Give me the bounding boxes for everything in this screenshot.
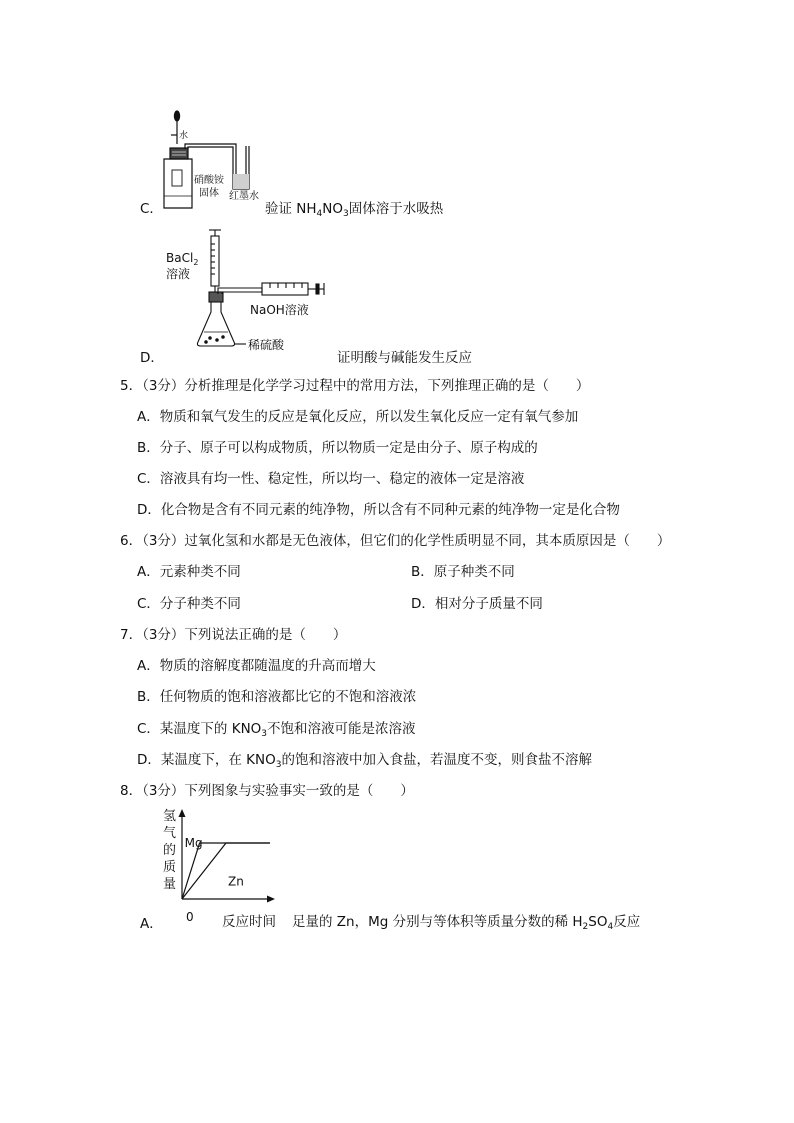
option-c-apparatus-figure bbox=[158, 108, 270, 212]
x-axis-label: 反应时间 bbox=[222, 914, 276, 930]
question-5-option-c: C．溶液具有均一性、稳定性，所以均一、稳定的液体一定是溶液 bbox=[137, 471, 525, 487]
question-6-option-a: A．元素种类不同 bbox=[137, 564, 241, 580]
syringe-horizontal-icon bbox=[218, 283, 324, 295]
question-5-stem: 5．（3分）分析推理是化学学习过程中的常用方法，下列推理正确的是（ ） bbox=[120, 378, 590, 394]
bacl2-label-line2: 溶液 bbox=[166, 267, 191, 281]
question-6-stem: 6．（3分）过氧化氢和水都是无色液体，但它们的化学性质明显不同，其本质原因是（ ） bbox=[120, 533, 671, 549]
option-d-apparatus-figure bbox=[160, 228, 338, 356]
question-7-option-c: C．某温度下的 $KNO_3$不饱和溶液可能是浓溶液 bbox=[137, 721, 416, 739]
red-ink-label: 红墨水 bbox=[229, 191, 259, 202]
series-line-mg bbox=[182, 843, 270, 899]
series-line-zn bbox=[182, 843, 270, 899]
y-axis-label-char: 量 bbox=[163, 877, 177, 892]
y-axis-arrow bbox=[179, 809, 186, 817]
origin-label: 0 bbox=[186, 910, 194, 924]
question-5-option-a: A．物质和氧气发生的反应是氧化反应，所以发生氧化反应一定有氧气参加 bbox=[137, 409, 579, 425]
option-c-caption: 验证 $NH_4NO_3$固体溶于水吸热 bbox=[265, 201, 444, 219]
salt-label-line2: 固体 bbox=[199, 188, 219, 199]
y-axis-label-char: 质 bbox=[163, 860, 177, 875]
y-axis-label-char: 的 bbox=[163, 843, 177, 858]
option-d-letter: D． bbox=[140, 350, 164, 366]
question-6-option-b: B．原子种类不同 bbox=[411, 564, 515, 580]
question-6-option-d: D．相对分子质量不同 bbox=[411, 596, 543, 612]
option-d-caption: 证明酸与碱能发生反应 bbox=[337, 350, 472, 366]
question-8-option-a-caption: 足量的 Zn，Mg 分别与等体积等质量分数的稀 $H_2SO_4$反应 bbox=[292, 914, 641, 932]
y-axis-label bbox=[163, 809, 176, 892]
naoh-label: NaOH溶液 bbox=[250, 303, 309, 317]
question-6-option-c: C．分子种类不同 bbox=[137, 596, 241, 612]
option-c-letter: C． bbox=[140, 201, 163, 217]
question-5-option-b: B．分子、原子可以构成物质，所以物质一定是由分子、原子构成的 bbox=[137, 440, 538, 456]
syringe-vertical-icon bbox=[209, 230, 221, 292]
conical-flask-icon bbox=[197, 292, 246, 346]
question-8-stem: 8．（3分）下列图象与实验事实一致的是（ ） bbox=[120, 783, 414, 799]
bottle-icon bbox=[164, 148, 192, 208]
question-7-option-d: D．某温度下，在 $KNO_3$的饱和溶液中加入食盐，若温度不变，则食盐不溶解 bbox=[137, 752, 592, 770]
y-axis-label-char: 氢 bbox=[163, 809, 177, 824]
series-label-mg: Mg bbox=[184, 836, 203, 850]
question-7-option-b: B．任何物质的饱和溶液都比它的不饱和溶液浓 bbox=[137, 689, 417, 705]
y-axis-label-char: 气 bbox=[163, 826, 177, 841]
salt-label-line1: 硝酸铵 bbox=[194, 175, 224, 186]
question-7-stem: 7．（3分）下列说法正确的是（ ） bbox=[120, 627, 347, 643]
question-7-option-a: A．物质的溶解度都随温度的升高而增大 bbox=[137, 658, 376, 674]
series-label-zn: Zn bbox=[228, 874, 244, 889]
bacl2-label-line1: BaCl$_2$ bbox=[166, 251, 199, 267]
question-5-option-d: D．化合物是含有不同元素的纯净物，所以含有不同种元素的纯净物一定是化合物 bbox=[137, 502, 620, 518]
question-8-option-a-letter: A． bbox=[140, 916, 163, 932]
acid-label: 稀硫酸 bbox=[248, 338, 285, 352]
water-label: 水 bbox=[179, 131, 189, 141]
x-axis-arrow bbox=[267, 896, 275, 903]
